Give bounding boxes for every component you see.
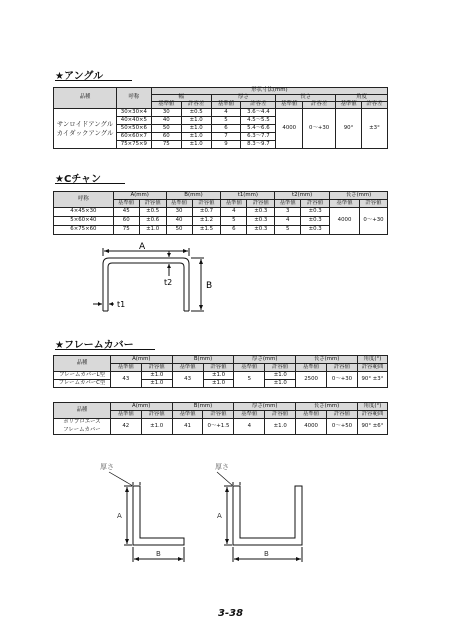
channel-h-b: B(mm)	[166, 192, 221, 200]
channel-a: 60	[113, 217, 139, 226]
angle-width-tol: ±1.0	[181, 117, 211, 125]
channel-h-len: 長さ(mm)	[330, 192, 388, 200]
cover-h-atsu: 厚さ(mm)	[234, 356, 296, 364]
channel-a-tol: ±0.5	[139, 208, 166, 217]
label-t1: t1	[117, 300, 126, 309]
thickness-leader	[217, 472, 233, 486]
channel-b-tol: ±1.5	[192, 226, 221, 235]
cover-h-b: B(mm)	[172, 356, 234, 364]
cover-h-kijun: 基準値	[296, 364, 327, 372]
angle-thick: 6	[211, 125, 241, 133]
channel-a: 45	[113, 208, 139, 217]
angle-thick-tol: 3.6～4.4	[241, 109, 276, 117]
channel-b: 50	[166, 226, 192, 235]
cover-t-tol: ±1.0	[265, 372, 296, 380]
c-profile-diagram	[206, 458, 316, 573]
channel-t1-tol: ±0.3	[247, 226, 275, 235]
channel-table	[53, 191, 388, 235]
cover-len: 2500	[296, 372, 327, 388]
angle-h-kyoyo: 許容差	[241, 102, 276, 109]
poly-angle-tol: ±6°	[372, 422, 384, 429]
cover-t: 5	[234, 372, 265, 388]
angle-width: 75	[151, 141, 181, 149]
angle-width: 50	[151, 125, 181, 133]
polypro-table	[53, 402, 388, 435]
poly-b: 41	[172, 419, 203, 435]
cover-h-kyoyo: 許容値	[265, 364, 296, 372]
angle-thick-tol: 5.4～6.6	[241, 125, 276, 133]
channel-t2: 3	[275, 208, 301, 217]
angle-h-kijun: 基準値	[276, 102, 303, 109]
angle-heading: ★アングル	[55, 71, 104, 82]
poly-angle: 90°	[361, 422, 372, 429]
cover-h-kijun: 基準値	[172, 364, 203, 372]
channel-t2: 5	[275, 226, 301, 235]
channel-h-kijun: 基準値	[275, 200, 301, 208]
channel-length: 4000	[330, 208, 360, 235]
angle-table	[53, 87, 388, 149]
label-atsusa: 厚さ	[215, 463, 229, 471]
channel-t1-tol: ±0.3	[247, 208, 275, 217]
cover-h-kyoyo: 許容値	[203, 364, 234, 372]
angle-product-2: カイダックアングル	[56, 128, 114, 137]
angle-width: 30	[151, 109, 181, 117]
channel-t2-tol: ±0.3	[301, 226, 330, 235]
angle-angle: 90°	[336, 109, 362, 149]
cover-angle-cell	[357, 372, 387, 388]
angle-code: 75×75×9	[116, 141, 151, 149]
angle-h-kakudo: 角度	[336, 95, 388, 102]
angle-h-nagasa: 長さ	[276, 95, 336, 102]
cover-angle: 90°	[361, 375, 372, 382]
channel-t2-tol: ±0.3	[301, 217, 330, 226]
angle-angle-tol: ±3°	[361, 109, 387, 149]
angle-h-yobi: 呼称	[116, 88, 151, 109]
label-atsusa: 厚さ	[100, 463, 114, 471]
cover-a: 43	[110, 372, 141, 388]
angle-code: 50×50×6	[116, 125, 151, 133]
angle-width-tol: ±1.0	[181, 141, 211, 149]
c-profile-outline	[233, 486, 302, 545]
channel-h-t1: t1(mm)	[221, 192, 275, 200]
angle-code: 40×40×5	[116, 117, 151, 125]
channel-h-kijun: 基準値	[166, 200, 192, 208]
thickness-leader	[109, 472, 133, 486]
angle-width-tol: ±0.5	[181, 109, 211, 117]
cover-heading-rule	[55, 349, 155, 350]
poly-h-hinshu: 品種	[54, 403, 111, 419]
channel-code: 4×45×30	[54, 208, 114, 217]
cover-b-tol: ±1.0	[203, 380, 234, 388]
poly-h-kaku: 角度(°)	[357, 403, 387, 411]
angle-thick-tol: 8.3～9.7	[241, 141, 276, 149]
angle-thick: 7	[211, 133, 241, 141]
poly-name-2: フレームカバー	[63, 426, 101, 433]
angle-heading-rule	[55, 80, 132, 81]
cover-a-tol: ±1.0	[141, 380, 172, 388]
cover-heading: ★フレームカバー	[55, 340, 134, 351]
channel-code: 5×60×40	[54, 217, 114, 226]
angle-thick: 4	[211, 109, 241, 117]
angle-h-kyoyo: 許容差	[181, 102, 211, 109]
channel-h-kyoyo: 許容値	[301, 200, 330, 208]
poly-b-tol: 0～+1.5	[203, 419, 234, 435]
angle-product-1: サンロイドアングル	[56, 120, 114, 129]
cover-h-kaku: 角度(°)	[357, 356, 387, 364]
poly-h-a: A(mm)	[110, 403, 172, 411]
channel-t1: 6	[221, 226, 247, 235]
l-profile-diagram	[95, 458, 195, 573]
label-b: B	[156, 550, 161, 558]
label-t2: t2	[164, 278, 173, 287]
channel-h-kyoyo: 許容値	[139, 200, 166, 208]
poly-h-kyoyo: 許容値	[203, 411, 234, 419]
angle-thick-tol: 6.3～7.7	[241, 133, 276, 141]
cover-h-a: A(mm)	[110, 356, 172, 364]
channel-b: 40	[166, 217, 192, 226]
channel-t1: 4	[221, 208, 247, 217]
channel-h-kijun: 基準値	[330, 200, 360, 208]
page-number: 3-38	[218, 608, 244, 619]
poly-a: 42	[110, 419, 141, 435]
label-b: B	[206, 281, 213, 291]
channel-b-tol: ±0.7	[192, 208, 221, 217]
poly-name-1: ポリプロエース	[63, 419, 101, 426]
cover-h-kyoyo: 許容値	[327, 364, 358, 372]
poly-t: 4	[234, 419, 265, 435]
angle-h-kijun: 基準値	[151, 102, 181, 109]
poly-h-kyoyo-range: 許容範囲	[357, 411, 387, 419]
angle-h-haba: 幅	[151, 95, 211, 102]
cover-h-kyoyo-range: 許容範囲	[357, 364, 387, 372]
channel-h-kyoyo: 許容値	[359, 200, 387, 208]
cover-angle-tol: ±3°	[372, 375, 384, 382]
cover-len-tol: 0～+30	[327, 372, 358, 388]
poly-h-b: B(mm)	[172, 403, 234, 411]
label-a: A	[117, 512, 122, 520]
channel-heading: ★Cチャン	[55, 174, 102, 185]
angle-product-cell	[54, 109, 117, 149]
poly-h-kyoyo: 許容値	[327, 411, 358, 419]
poly-len: 4000	[296, 419, 327, 435]
channel-b: 30	[166, 208, 192, 217]
cover-table	[53, 355, 388, 388]
channel-h-a: A(mm)	[113, 192, 166, 200]
angle-h-kyoyo: 許容差	[303, 102, 336, 109]
poly-h-kijun: 基準値	[296, 411, 327, 419]
angle-h-kijun: 基準値	[336, 102, 362, 109]
poly-h-kyoyo: 許容値	[141, 411, 172, 419]
angle-thick-tol: 4.5～5.5	[241, 117, 276, 125]
label-a: A	[139, 242, 146, 252]
angle-width: 60	[151, 133, 181, 141]
angle-length-tol: 0～+30	[303, 109, 336, 149]
angle-h-kyoyo: 許容差	[361, 102, 387, 109]
channel-h-t2: t2(mm)	[275, 192, 330, 200]
poly-h-kijun: 基準値	[110, 411, 141, 419]
label-b: B	[264, 550, 269, 558]
cover-row-c: フレームカバーC型	[54, 380, 111, 388]
channel-a-tol: ±0.6	[139, 217, 166, 226]
cover-a-tol: ±1.0	[141, 372, 172, 380]
l-profile-outline	[133, 486, 184, 545]
cover-h-hinshu: 品種	[54, 356, 111, 372]
channel-a-tol: ±1.0	[139, 226, 166, 235]
cover-row-l: フレームカバーL型	[54, 372, 111, 380]
angle-width-tol: ±1.0	[181, 133, 211, 141]
angle-h-hinshu: 品種	[54, 88, 117, 109]
angle-h-atsusa: 厚さ	[211, 95, 276, 102]
angle-code: 60×60×7	[116, 133, 151, 141]
poly-h-kijun: 基準値	[234, 411, 265, 419]
channel-h-kijun: 基準値	[113, 200, 139, 208]
poly-h-atsu: 厚さ(mm)	[234, 403, 296, 411]
channel-outer-outline	[103, 258, 189, 311]
channel-t2-tol: ±0.3	[301, 208, 330, 217]
channel-h-yobi: 呼称	[54, 192, 114, 208]
channel-h-kijun: 基準値	[221, 200, 247, 208]
channel-t1-tol: ±0.3	[247, 217, 275, 226]
channel-t1: 5	[221, 217, 247, 226]
poly-angle-cell	[357, 419, 387, 435]
angle-width-tol: ±1.0	[181, 125, 211, 133]
channel-b-tol: ±1.2	[192, 217, 221, 226]
angle-length: 4000	[276, 109, 303, 149]
poly-a-tol: ±1.0	[141, 419, 172, 435]
angle-h-dims: 形状寸法(mm)	[151, 88, 387, 95]
channel-h-kyoyo: 許容値	[192, 200, 221, 208]
poly-t-tol: ±1.0	[265, 419, 296, 435]
channel-code: 6×75×60	[54, 226, 114, 235]
cover-t-tol: ±1.0	[265, 380, 296, 388]
cover-b: 43	[172, 372, 203, 388]
angle-width: 40	[151, 117, 181, 125]
cover-h-kijun: 基準値	[110, 364, 141, 372]
cover-h-kyoyo: 許容値	[141, 364, 172, 372]
poly-name-cell	[54, 419, 111, 435]
poly-h-len: 長さ(mm)	[296, 403, 358, 411]
cover-h-len: 長さ(mm)	[296, 356, 358, 364]
channel-h-kyoyo: 許容値	[247, 200, 275, 208]
channel-length-tol: 0～+30	[359, 208, 387, 235]
angle-thick: 9	[211, 141, 241, 149]
poly-len-tol: 0～+50	[327, 419, 358, 435]
poly-h-kijun: 基準値	[172, 411, 203, 419]
channel-t2: 4	[275, 217, 301, 226]
label-a: A	[217, 512, 222, 520]
poly-h-kyoyo: 許容値	[265, 411, 296, 419]
channel-a: 75	[113, 226, 139, 235]
cover-h-kijun: 基準値	[234, 364, 265, 372]
channel-heading-rule	[55, 183, 125, 184]
angle-code: 30×30×4	[116, 109, 151, 117]
angle-thick: 5	[211, 117, 241, 125]
cover-b-tol: ±1.0	[203, 372, 234, 380]
angle-h-kijun: 基準値	[211, 102, 241, 109]
channel-diagram	[80, 236, 220, 316]
